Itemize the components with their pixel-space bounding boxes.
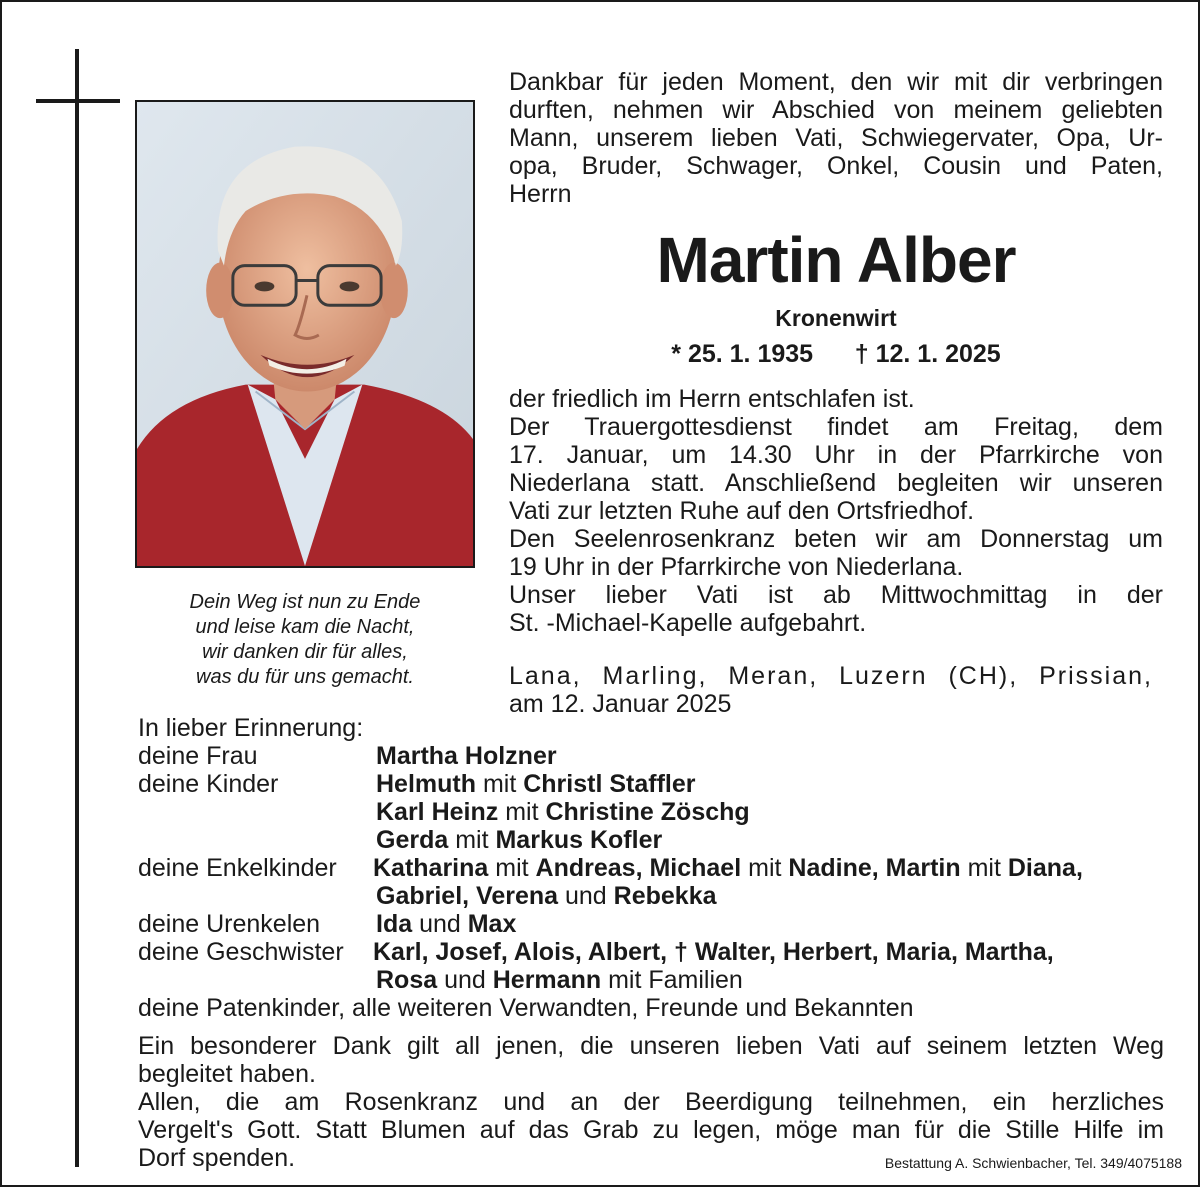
connector-text: und xyxy=(437,966,493,994)
connector-text: mit Familien xyxy=(601,966,743,994)
person-name: Martha Holzner xyxy=(376,742,557,770)
relation-label: deine Kinder xyxy=(138,770,279,798)
connector-text: mit xyxy=(960,854,1008,882)
cross-icon-horizontal-bar xyxy=(36,99,120,103)
person-name: Andreas, Michael xyxy=(535,854,742,882)
connector-text: mit xyxy=(741,854,789,882)
family-final-line: deine Patenkinder, alle weiteren Verwandten, Freunde und Bekannten xyxy=(138,994,914,1022)
connector-text: und xyxy=(412,910,468,938)
intro-line: Dankbar für jeden Moment, den wir mit dir verbringen xyxy=(509,68,1163,96)
person-name: Karl Heinz xyxy=(376,798,499,826)
intro-line: Mann, unserem lieben Vati, Schwiegervater, Opa, Ur- xyxy=(509,124,1163,152)
service-line: Den Seelenrosenkranz beten wir am Donnerstag um xyxy=(509,525,1163,553)
closing-line: Allen, die am Rosenkranz und an der Beerdigung teilnehmen, ein herzliches xyxy=(138,1088,1164,1116)
person-name: Gerda xyxy=(376,826,449,854)
funeral-home-footer: Bestattung A. Schwienbacher, Tel. 349/4075188 xyxy=(884,1155,1182,1171)
family-row xyxy=(138,966,1164,994)
service-line: Der Trauergottesdienst findet am Freitag, dem xyxy=(509,413,1163,441)
closing-line: begleitet haben. xyxy=(138,1060,316,1088)
person-name: Christine Zöschg xyxy=(545,798,750,826)
person-name: Gabriel, Verena xyxy=(376,882,559,910)
relation-names xyxy=(373,938,1054,966)
place-line: am 12. Januar 2025 xyxy=(509,690,732,718)
person-name: Ida xyxy=(376,910,413,938)
closing-line: Dorf spenden. xyxy=(138,1144,296,1172)
closing-thanks xyxy=(138,1032,1164,1172)
relation-label xyxy=(138,826,376,854)
person-name: Max xyxy=(467,910,517,938)
service-line: der friedlich im Herrn entschlafen ist. xyxy=(509,385,915,413)
person-name: Katharina xyxy=(373,854,489,882)
family-row xyxy=(138,938,1164,966)
person-name: Helmuth xyxy=(376,770,476,798)
person-name: Markus Kofler xyxy=(495,826,663,854)
relation-names xyxy=(376,770,695,798)
cross-icon-vertical-bar xyxy=(75,49,79,1167)
relation-names xyxy=(376,826,662,854)
deceased-name: Martin Alber xyxy=(656,224,1016,296)
family-row xyxy=(138,770,1164,798)
relation-label: deine Urenkelen xyxy=(138,910,321,938)
connector-text: mit xyxy=(498,798,546,826)
connector-text: mit xyxy=(476,770,524,798)
intro-line: durften, nehmen wir Abschied von meinem geliebten xyxy=(509,96,1163,124)
deceased-title: Kronenwirt xyxy=(775,305,897,331)
poem-line: Dein Weg ist nun zu Ende xyxy=(189,591,421,613)
family-list xyxy=(138,714,1164,1022)
relation-label: deine Frau xyxy=(138,742,258,770)
intro-line: Herrn xyxy=(509,180,572,208)
life-dates: * 25. 1. 1935 † 12. 1. 2025 xyxy=(671,340,1001,368)
closing-line: Ein besonderer Dank gilt all jenen, die unseren lieben Vati auf seinem letzten Weg xyxy=(138,1032,1164,1060)
family-row xyxy=(138,742,1164,770)
person-name: Diana, xyxy=(1007,854,1083,882)
relation-names xyxy=(376,882,717,910)
memorial-poem xyxy=(135,590,475,690)
service-line: 17. Januar, um 14.30 Uhr in der Pfarrkirche von xyxy=(509,441,1163,469)
relation-names xyxy=(376,910,516,938)
relation-names xyxy=(373,854,1083,882)
service-line: Niederlana statt. Anschließend begleiten wir unseren xyxy=(509,469,1163,497)
family-row xyxy=(138,826,1164,854)
relation-names xyxy=(376,742,557,770)
place-and-date xyxy=(509,662,1153,718)
service-line: St. -Michael-Kapelle aufgebahrt. xyxy=(509,609,867,637)
relation-names xyxy=(376,966,743,994)
service-line: 19 Uhr in der Pfarrkirche von Niederlana. xyxy=(509,553,964,581)
service-line: Vati zur letzten Ruhe auf den Ortsfriedhof. xyxy=(509,497,975,525)
connector-text: mit xyxy=(488,854,536,882)
poem-line: was du für uns gemacht. xyxy=(196,666,414,688)
connector-text: und xyxy=(558,882,614,910)
place-line: Lana, Marling, Meran, Luzern (CH), Prissian, xyxy=(509,662,1153,690)
family-heading: In lieber Erinnerung: xyxy=(138,714,364,742)
relation-label xyxy=(138,798,376,826)
person-name: Rosa xyxy=(376,966,438,994)
poem-line: wir danken dir für alles, xyxy=(202,641,408,663)
poem-line: und leise kam die Nacht, xyxy=(195,616,415,638)
service-line: Unser lieber Vati ist ab Mittwochmittag in der xyxy=(509,581,1163,609)
closing-line: Vergelt's Gott. Statt Blumen auf das Grab zu legen, möge man für die Stille Hilfe im xyxy=(138,1116,1164,1144)
portrait-photo xyxy=(135,100,475,568)
relation-label xyxy=(138,966,376,994)
intro-text xyxy=(509,68,1163,208)
person-name: Christl Staffler xyxy=(523,770,696,798)
connector-text: mit xyxy=(448,826,496,854)
person-name: Hermann xyxy=(492,966,602,994)
relation-label: deine Geschwister xyxy=(138,938,344,966)
relation-label xyxy=(138,882,376,910)
family-row xyxy=(138,882,1164,910)
family-row xyxy=(138,798,1164,826)
family-row xyxy=(138,910,1164,938)
relation-names xyxy=(376,798,750,826)
person-name: Nadine, Martin xyxy=(788,854,961,882)
person-name: Karl, Josef, Alois, Albert, † Walter, Herbert, Maria, Martha, xyxy=(373,938,1054,966)
intro-line: opa, Bruder, Schwager, Onkel, Cousin und Paten, xyxy=(509,152,1163,180)
service-details xyxy=(509,385,1163,637)
person-name: Rebekka xyxy=(613,882,717,910)
family-row xyxy=(138,854,1164,882)
relation-label: deine Enkelkinder xyxy=(138,854,337,882)
